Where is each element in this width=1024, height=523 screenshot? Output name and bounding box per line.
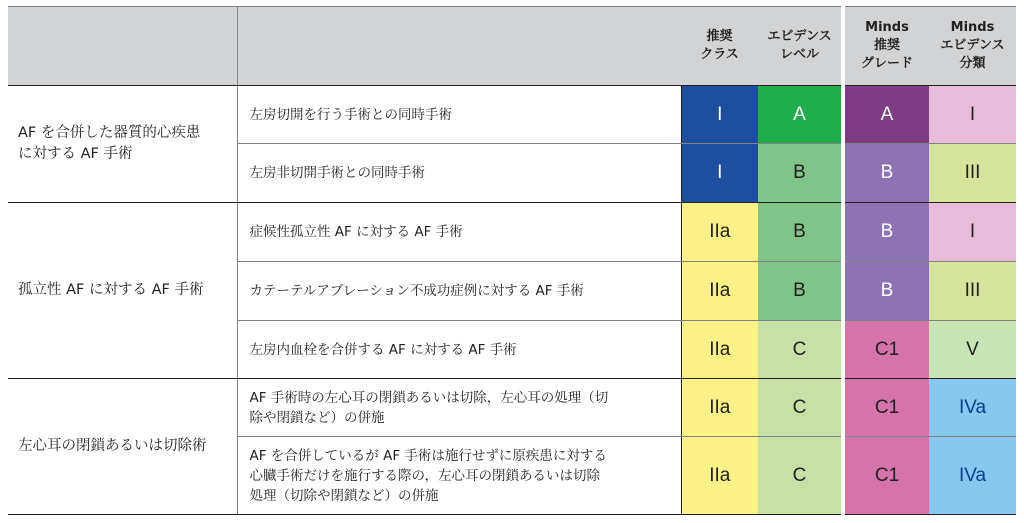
row-item: 症候性孤立性 AF に対する AF 手術 [237,203,681,262]
header-row [8,7,1016,86]
header-blank-item [237,7,681,86]
evidence-level-cell: B [758,262,843,321]
table-row [8,203,1016,262]
rec-class-cell: I [681,144,758,203]
row-item: 左房内血栓を合併する AF に対する AF 手術 [237,321,681,379]
table-row [8,86,1016,144]
minds-class-cell: I [929,203,1016,262]
minds-grade-cell: C1 [843,437,929,515]
table-row [8,379,1016,437]
minds-class-cell: III [929,262,1016,321]
minds-class-cell: V [929,321,1016,379]
group-label: 孤立性 AF に対する AF 手術 [8,203,237,379]
header-blank-group [8,7,237,86]
row-item: AF 手術時の左心耳の閉鎖あるいは切除，左心耳の処理（切 除や閉鎖など）の併施 [237,379,681,437]
minds-grade-cell: B [843,203,929,262]
group-label: AF を合併した器質的心疾患 に対する AF 手術 [8,86,237,203]
minds-grade-cell: C1 [843,379,929,437]
evidence-level-cell: A [758,86,843,144]
rec-class-cell: IIa [681,379,758,437]
group-label: 左心耳の閉鎖あるいは切除術 [8,379,237,515]
minds-grade-cell: C1 [843,321,929,379]
rec-class-cell: IIa [681,437,758,515]
row-item: 左房非切開手術との同時手術 [237,144,681,203]
row-item: 左房切開を行う手術との同時手術 [237,86,681,144]
rec-class-cell: IIa [681,203,758,262]
header-minds-class: Minds エビデンス 分類 [929,7,1016,86]
rec-class-cell: IIa [681,262,758,321]
row-item: AF を合併しているが AF 手術は施行せずに原疾患に対する 心臓手術だけを施行する際の，左心耳の閉鎖あるいは切除 処理（切除や閉鎖など）の併施 [237,437,681,515]
minds-class-cell: III [929,144,1016,203]
evidence-level-cell: C [758,321,843,379]
minds-class-cell: IVa [929,437,1016,515]
recommendation-table [8,6,1016,515]
header-minds-grade: Minds 推奨 グレード [843,7,929,86]
evidence-level-cell: C [758,379,843,437]
evidence-level-cell: B [758,203,843,262]
minds-class-cell: IVa [929,379,1016,437]
minds-grade-cell: B [843,262,929,321]
row-item: カテーテルアブレーション不成功症例に対する AF 手術 [237,262,681,321]
rec-class-cell: IIa [681,321,758,379]
rec-class-cell: I [681,86,758,144]
minds-class-cell: I [929,86,1016,144]
evidence-level-cell: B [758,144,843,203]
evidence-level-cell: C [758,437,843,515]
minds-grade-cell: A [843,86,929,144]
header-rec-class: 推奨 クラス [681,7,758,86]
header-evidence-level: エビデンス レベル [758,7,843,86]
minds-grade-cell: B [843,144,929,203]
